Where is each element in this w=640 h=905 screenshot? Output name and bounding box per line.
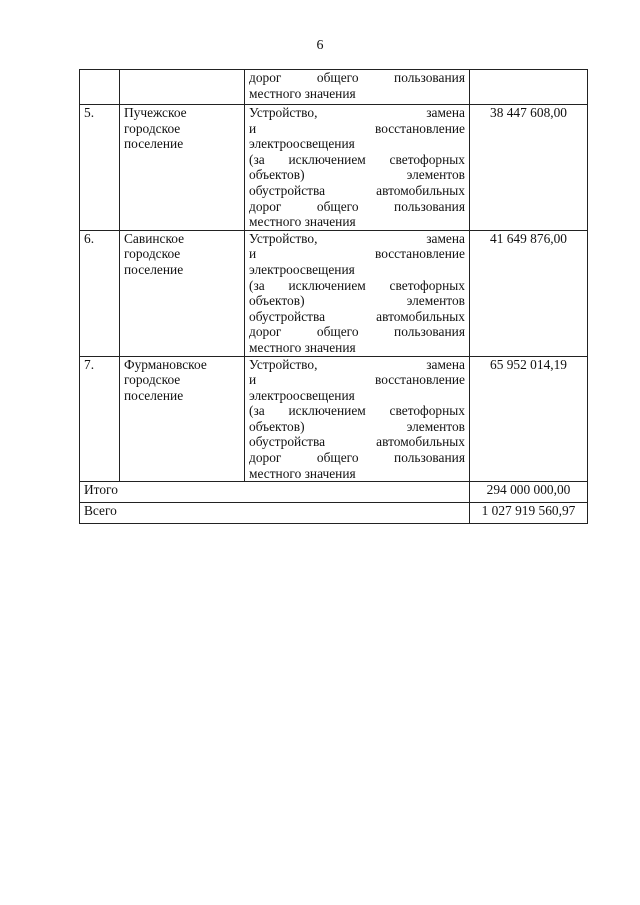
description-line: объектов) элементов <box>249 167 465 183</box>
settlement-name-line: городское <box>124 372 181 388</box>
description-line: дорог общего пользования <box>249 324 465 340</box>
settlement-name-line: поселение <box>124 261 184 277</box>
settlement-name-line: Фурмановское <box>124 356 207 372</box>
description-line: местного значения <box>249 339 356 355</box>
description-cell <box>245 230 470 356</box>
row-number-cell: 7. <box>80 356 120 482</box>
description-line: Устройство, замена <box>249 105 465 120</box>
description-line: местного значения <box>249 214 356 230</box>
amount-cell <box>470 70 588 105</box>
settlement-name-cell <box>120 230 245 356</box>
description-line: Устройство, замена <box>249 356 465 372</box>
page-number: 6 <box>316 38 324 53</box>
subtotal-label: Итого <box>80 482 470 503</box>
description-line: (за исключением светофорных <box>249 277 465 293</box>
row-number-cell: 5. <box>80 105 120 231</box>
description-line: обустройства автомобильных <box>249 308 465 324</box>
description-line: (за исключением светофорных <box>249 403 465 419</box>
settlement-name-cell <box>120 356 245 482</box>
table-row <box>80 356 588 482</box>
settlement-name-line: поселение <box>124 387 184 403</box>
total-amount: 1 027 919 560,97 <box>470 503 588 524</box>
total-row <box>80 503 588 524</box>
description-line: местного значения <box>249 85 356 101</box>
settlement-name-line: поселение <box>124 136 184 152</box>
description-line: объектов) элементов <box>249 293 465 309</box>
amount-cell: 38 447 608,00 <box>470 105 588 231</box>
description-line: дорог общего пользования <box>249 198 465 214</box>
description-line: Устройство, замена <box>249 230 465 246</box>
total-label: Всего <box>80 503 470 524</box>
description-line: и восстановление <box>249 246 465 262</box>
description-line: электроосвещения <box>249 387 355 403</box>
table-row <box>80 230 588 356</box>
description-cell <box>245 356 470 482</box>
amount-cell: 41 649 876,00 <box>470 230 588 356</box>
description-line: местного значения <box>249 465 356 481</box>
description-line: объектов) элементов <box>249 418 465 434</box>
amount-cell: 65 952 014,19 <box>470 356 588 482</box>
table-row <box>80 70 588 105</box>
description-line: электроосвещения <box>249 261 355 277</box>
description-line: обустройства автомобильных <box>249 434 465 450</box>
description-line: дорог общего пользования <box>249 450 465 466</box>
description-line: и восстановление <box>249 120 465 136</box>
settlement-name-cell <box>120 105 245 231</box>
allocation-table <box>79 69 588 524</box>
description-line: (за исключением светофорных <box>249 151 465 167</box>
description-cell <box>245 105 470 231</box>
settlement-name-line: Савинское <box>124 230 185 246</box>
description-line: обустройства автомобильных <box>249 182 465 198</box>
description-line: электроосвещения <box>249 136 355 152</box>
settlement-name-line: городское <box>124 120 181 136</box>
settlement-name-cell <box>120 70 245 105</box>
subtotal-amount: 294 000 000,00 <box>470 482 588 503</box>
table-row <box>80 105 588 231</box>
settlement-name-line: городское <box>124 246 181 262</box>
settlement-name-line: Пучежское <box>124 105 187 120</box>
row-number-cell: 6. <box>80 230 120 356</box>
row-number-cell <box>80 70 120 105</box>
description-cell <box>245 70 470 105</box>
subtotal-row <box>80 482 588 503</box>
description-line: и восстановление <box>249 372 465 388</box>
description-line: дорог общего пользования <box>249 70 465 85</box>
